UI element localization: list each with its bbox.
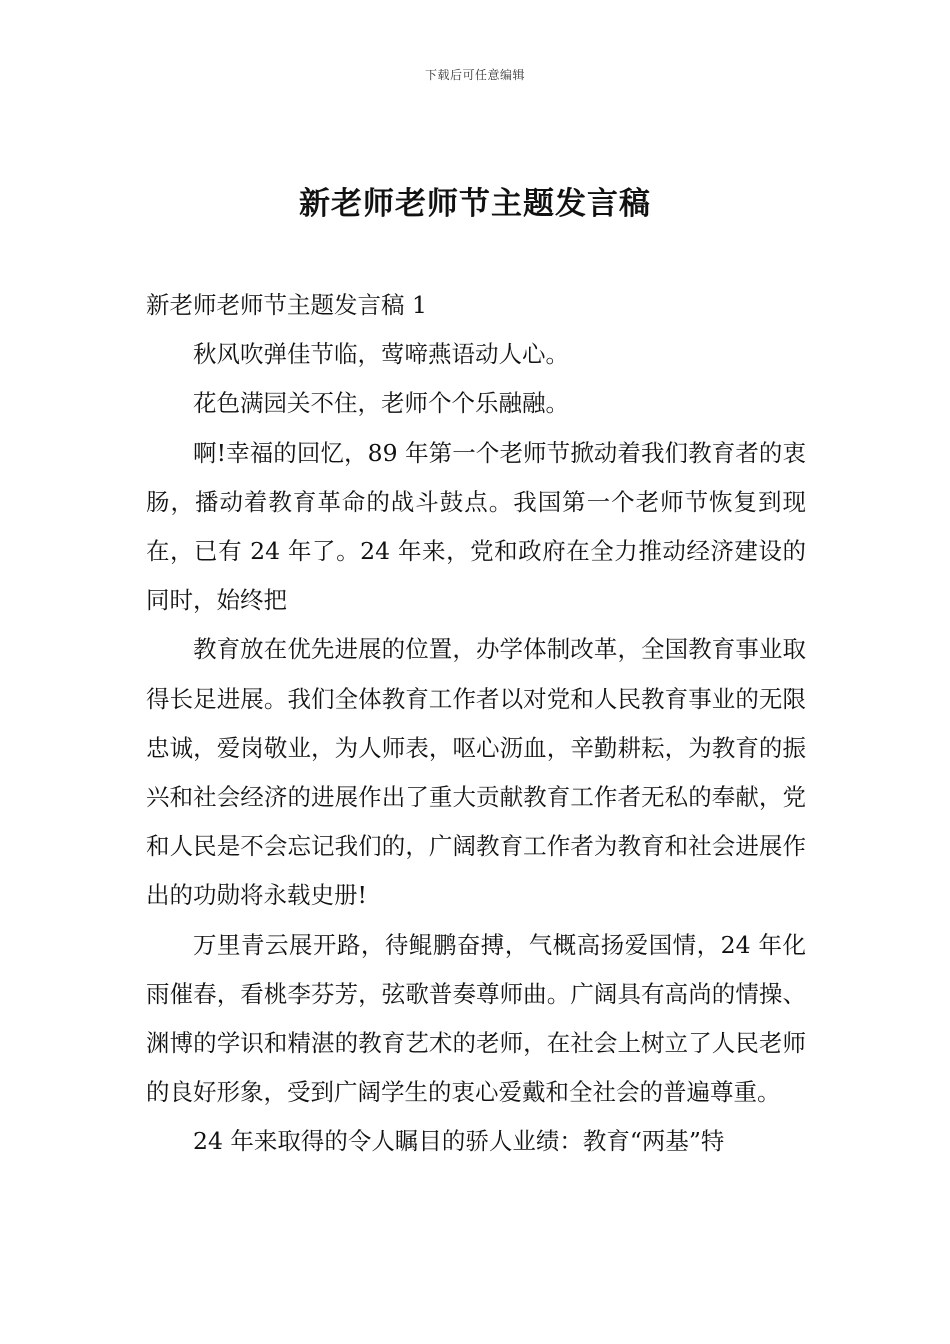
header-note: 下载后可任意编辑 [424, 68, 525, 82]
paragraph-4: 教育放在优先进展的位置，办学体制改革，全国教育事业取得长足进展。我们全体教育工作者以对党和人民教育事业的无限忠诚，爱岗敬业，为人师表，呕心沥血，辛勤耕耘，为教育的振兴和社会经济的进展作出了重大贡献教育工作者无私的奉献，党和人民是不会忘记我们的，广阔教育工作者为教育和社会进展作出的功勋将永载史册! [146, 635, 806, 910]
document-title: 新老师老师节主题发言稿 [299, 186, 651, 222]
section-heading: 新老师老师节主题发言稿 1 [146, 291, 427, 319]
paragraph-1: 秋风吹弹佳节临，莺啼燕语动人心。 [193, 340, 569, 369]
paragraph-6: 24 年来取得的令人瞩目的骄人业绩：教育“两基”特 [193, 1127, 725, 1156]
paragraph-5: 万里青云展开路，待鲲鹏奋搏，气概高扬爱国情，24 年化雨催春，看桃李芬芳，弦歌普奏尊师曲。广阔具有高尚的情操、渊博的学识和精湛的教育艺术的老师，在社会上树立了人民老师的良好形象，受到广阔学生的衷心爱戴和全社会的普遍尊重。 [146, 930, 806, 1107]
paragraph-3: 啊!幸福的回忆，89 年第一个老师节掀动着我们教育者的衷肠，播动着教育革命的战斗鼓点。我国第一个老师节恢复到现在，已有 24 年了。24 年来，党和政府在全力推动经济建设的同时，始终把 [146, 438, 806, 615]
document-body [146, 281, 806, 1167]
paragraph-2: 花色满园关不住，老师个个乐融融。 [193, 389, 569, 418]
